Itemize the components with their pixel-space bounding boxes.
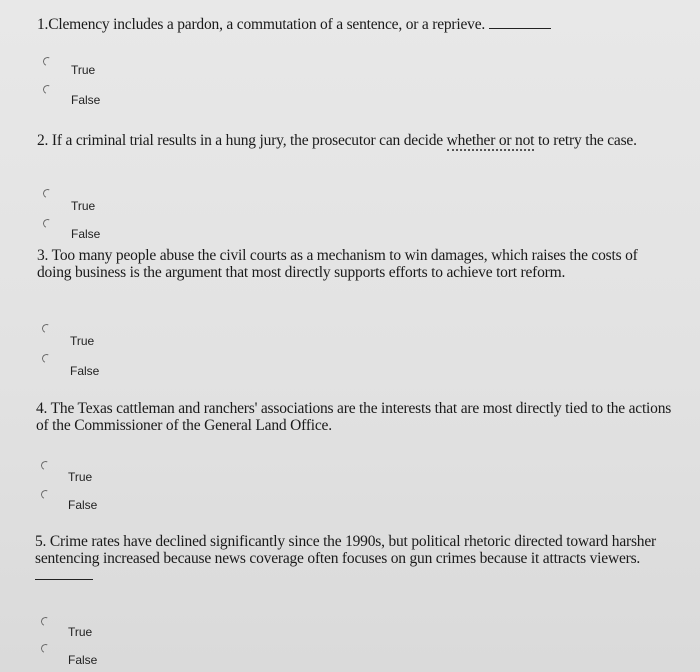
question-5-number: 5. — [35, 533, 47, 550]
question-1-text: Clemency includes a pardon, a commutation of a sentence, or a reprieve. — [48, 16, 486, 33]
question-4-true-radio[interactable] — [40, 460, 52, 472]
question-2-number: 2. — [37, 132, 49, 149]
question-5-text: Crime rates have declined significantly since the 1990s, but political rhetoric directed toward harsher sentencing increased because news coverage often focuses on gun crimes because it attracts viewers. — [35, 533, 656, 567]
question-5 — [35, 533, 687, 584]
question-1-true-label: True — [71, 63, 96, 77]
question-1-answer-blank — [489, 28, 551, 29]
question-1-true-radio[interactable] — [42, 56, 54, 68]
question-5-answer-blank — [35, 579, 93, 580]
question-2 — [37, 132, 682, 149]
question-3-text: Too many people abuse the civil courts as a mechanism to win damages, which raises the costs of doing business is the argument that most directly supports efforts to achieve tort reform. — [37, 247, 638, 281]
question-2-true-label: True — [71, 199, 96, 213]
question-1-false-label: False — [71, 93, 101, 107]
question-3-false-radio[interactable] — [41, 353, 53, 365]
question-1-number: 1. — [37, 16, 49, 33]
question-4 — [36, 400, 686, 434]
question-2-true-radio[interactable] — [42, 188, 54, 200]
question-2-text-before: If a criminal trial results in a hung jury, the prosecutor can decide — [51, 132, 447, 149]
question-4-text: The Texas cattleman and ranchers' associations are the interests that are most directly tied to the actions of the Commissioner of the General Land Office. — [36, 400, 672, 434]
question-4-false-radio[interactable] — [40, 489, 52, 501]
question-5-true-radio[interactable] — [40, 616, 52, 628]
question-4-true-label: True — [68, 470, 93, 484]
question-4-number: 4. — [36, 400, 48, 417]
question-5-false-label: False — [68, 653, 98, 667]
question-2-false-radio[interactable] — [42, 218, 54, 230]
question-2-text-underlined: whether or not — [446, 132, 535, 149]
question-2-false-label: False — [71, 227, 101, 241]
question-3-true-radio[interactable] — [41, 323, 53, 335]
question-5-true-label: True — [68, 625, 93, 639]
question-3-false-label: False — [70, 364, 100, 378]
question-3-number: 3. — [37, 247, 49, 264]
question-2-text-after: to retry the case. — [534, 132, 637, 149]
question-3 — [37, 247, 662, 281]
question-1 — [37, 16, 637, 33]
question-5-false-radio[interactable] — [40, 643, 52, 655]
question-1-false-radio[interactable] — [42, 84, 54, 96]
question-3-true-label: True — [70, 334, 95, 348]
question-4-false-label: False — [68, 498, 98, 512]
